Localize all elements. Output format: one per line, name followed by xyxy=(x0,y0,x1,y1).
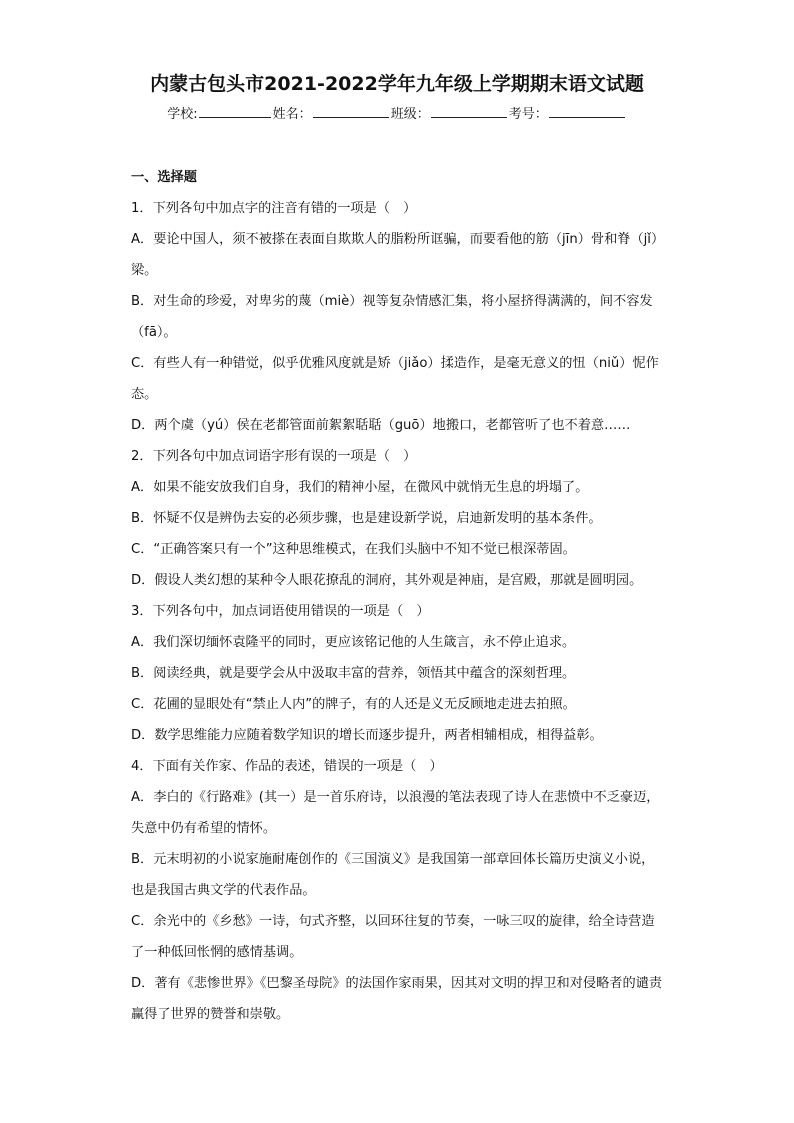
question-4-stem: 4．下面有关作家、作品的表述，错误的一项是（ ） xyxy=(131,759,443,774)
question-2-option-b: B．怀疑不仅是辨伪去妄的必须步骤，也是建设新学说，启迪新发明的基本条件。 xyxy=(131,511,602,526)
page-title: 内蒙古包头市2021-2022学年九年级上学期期末语文试题 xyxy=(150,73,644,95)
school-label: 学校: xyxy=(167,107,198,122)
school-blank xyxy=(199,105,271,118)
question-4-option-d: D．著有《悲惨世界》《巴黎圣母院》的法国作家雨果，因其对文明的捍卫和对侵略者的谴责赢得了世界的赞誉和崇敬。 xyxy=(131,976,663,1022)
question-3-option-c: C．花圃的显眼处有“禁止人内”的牌子，有的人还是义无反顾地走进去拍照。 xyxy=(131,697,576,712)
question-1-option-b: B．对生命的珍爱，对卑劣的蔑（miè）视等复杂情感汇集，将小屋挤得满满的，间不容发（fā）。 xyxy=(131,294,653,340)
section-title: 一、选择题 xyxy=(131,170,197,185)
class-label: 班级： xyxy=(390,107,430,122)
question-3-stem: 3．下列各句中，加点词语使用错误的一项是（ ） xyxy=(131,604,430,619)
question-2-option-d: D．假设人类幻想的某种令人眼花撩乱的洞府，其外观是神庙，是宫殿，那就是圆明园。 xyxy=(131,573,643,588)
name-label: 姓名： xyxy=(272,107,312,122)
student-info-line xyxy=(0,103,794,122)
question-1-option-c: C．有些人有一种错觉，似乎优雅风度就是矫（jiǎo）揉造作，是毫无意义的忸（niǔ）怩作态。 xyxy=(131,356,659,402)
question-1-option-d: D．两个虞（yú）侯在老都管面前絮絮聒聒（guō）地搬口，老都管听了也不着意…… xyxy=(131,418,631,433)
question-1-option-a: A．要论中国人，须不被搽在表面自欺欺人的脂粉所诓骗，而要看他的筋（jīn）骨和脊（jǐ）梁。 xyxy=(131,232,658,278)
question-3-option-b: B．阅读经典，就是要学会从中汲取丰富的营养，领悟其中蕴含的深刻哲理。 xyxy=(131,666,576,681)
question-4-option-a: A．李白的《行路难》(其一）是一首乐府诗，以浪漫的笔法表现了诗人在悲愤中不乏豪迈，失意中仍有希望的情怀。 xyxy=(131,790,660,836)
question-4-option-b: B．元末明初的小说家施耐庵创作的《三国演义》是我国第一部章回体长篇历史演义小说，也是我国古典文学的代表作品。 xyxy=(131,852,655,898)
question-4-option-c: C．余光中的《乡愁》一诗，句式齐整，以回环往复的节奏，一咏三叹的旋律，给全诗营造了一种低回怅惘的感情基调。 xyxy=(131,914,655,960)
question-2-option-a: A．如果不能安放我们自身，我们的精神小屋，在微风中就悄无生息的坍塌了。 xyxy=(131,480,589,495)
exam-content xyxy=(131,162,663,1030)
exam-no-blank xyxy=(549,105,625,118)
question-2-option-c: C．“正确答案只有一个”这种思维模式，在我们头脑中不知不觉已根深蒂固。 xyxy=(131,542,576,557)
question-3-option-d: D．数学思维能力应随着数学知识的增长而逐步提升，两者相辅相成，相得益彰。 xyxy=(131,728,603,743)
name-blank xyxy=(313,105,389,118)
exam-no-label: 考号： xyxy=(508,107,548,122)
class-blank xyxy=(431,105,507,118)
question-3-option-a: A．我们深切缅怀袁隆平的同时，更应该铭记他的人生箴言，永不停止追求。 xyxy=(131,635,576,650)
question-2-stem: 2．下列各句中加点词语字形有误的一项是（ ） xyxy=(131,449,417,464)
question-1-stem: 1．下列各句中加点字的注音有错的一项是（ ） xyxy=(131,201,417,216)
